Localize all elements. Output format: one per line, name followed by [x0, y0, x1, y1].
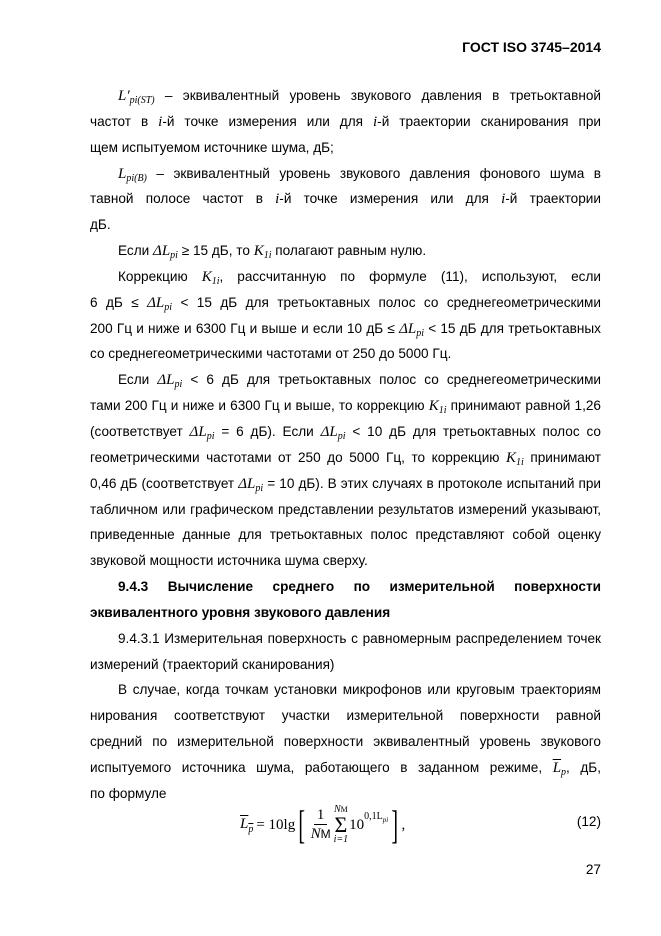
text-run: 9.4.3.1 Измерительная поверхность с равномерным распределением точек — [118, 630, 601, 646]
text-run: -й точке измерения или для — [279, 191, 502, 207]
text-line — [90, 83, 601, 109]
math-subscript: 1i — [263, 250, 272, 262]
document-body — [90, 83, 601, 807]
text-line — [90, 755, 601, 781]
formula-exponent — [364, 811, 388, 824]
text-run: испытуемого источника шума, работающего в заданном режиме, — [90, 759, 553, 775]
document-header: ГОСТ ISO 3745–2014 — [462, 39, 601, 55]
text-run: частот в — [90, 113, 159, 129]
formula-12 — [240, 800, 405, 850]
math-symbol — [118, 88, 155, 104]
text-run: – эквивалентный уровень звукового давления фонового шума в — [156, 165, 601, 181]
text-run: геометрическими частотами от 250 до 5000 Гц, то коррекцию — [90, 449, 507, 465]
math-var: ΔL — [399, 320, 417, 337]
text-line — [90, 522, 601, 548]
text-run: (соответствует — [90, 423, 190, 439]
text-run: -й траектории сканирования при — [377, 113, 601, 129]
text-run: 9.4.3 Вычисление среднего по измерительной поверхности — [118, 579, 601, 595]
equation-number: (12) — [576, 814, 601, 829]
text-run: приведенные данные для третьоктавных полос представляют собой оценку — [90, 527, 601, 543]
text-line — [90, 367, 601, 393]
math-var: i — [158, 113, 163, 130]
text-line — [90, 393, 601, 419]
formula-exp-sub: pi — [382, 815, 389, 824]
math-var: i — [275, 191, 280, 208]
text-run: -й траектории — [505, 191, 601, 207]
text-run: тами 200 Гц и ниже и 6300 Гц и выше, то коррекцию — [90, 398, 429, 414]
text-run: измерений (траекторий сканирования) — [90, 656, 335, 672]
math-subscript: pi — [206, 430, 215, 442]
formula-sum — [334, 805, 349, 845]
text-line — [90, 109, 601, 135]
math-symbol — [253, 243, 272, 262]
text-line — [90, 703, 601, 729]
math-var: K — [506, 449, 517, 466]
text-run: < 10 дБ для третьоктавных полос со — [352, 423, 601, 439]
text-run: средний по измерительной поверхности эквивалентный уровень звукового — [90, 734, 601, 750]
text-run: нирования соответствуют участки измерительной поверхности равной — [90, 708, 601, 724]
text-line — [90, 212, 601, 238]
math-subscript: pi — [170, 250, 178, 262]
math-subscript: pi(B) — [126, 172, 147, 184]
text-run: звуковой мощности источника шума сверху. — [90, 553, 368, 569]
math-subscript: pi — [337, 430, 346, 442]
text-run: по формуле — [90, 785, 167, 801]
formula-sum-top-sub: М — [340, 805, 348, 814]
math-symbol — [428, 398, 447, 417]
text-line — [90, 290, 601, 316]
page-number: 27 — [585, 862, 601, 877]
text-line — [90, 186, 601, 212]
text-line — [90, 600, 601, 626]
text-run: , рассчитанную по формуле (11), используют, если — [219, 268, 601, 284]
text-line — [90, 729, 601, 755]
text-line — [90, 497, 601, 523]
formula-lhs-var: L — [240, 815, 249, 832]
math-subscript: pi — [255, 482, 264, 494]
text-line — [90, 445, 601, 471]
math-symbol — [157, 372, 183, 391]
text-run: Если — [118, 372, 158, 388]
math-symbol — [153, 243, 178, 262]
text-run: Коррекцию — [118, 268, 202, 284]
math-var: K — [428, 398, 439, 415]
math-var: i — [373, 113, 378, 130]
math-var: i — [501, 191, 506, 208]
math-var: K — [253, 243, 264, 260]
math-subscript: pi — [416, 327, 424, 339]
math-subscript: 1i — [211, 275, 220, 287]
math-subscript: pi — [164, 301, 173, 313]
text-run: полагают равным нулю. — [271, 243, 427, 259]
text-run: принимают — [530, 449, 601, 465]
formula-denominator — [311, 825, 331, 843]
text-line — [90, 677, 601, 703]
math-subscript: p — [561, 766, 567, 778]
formula-eq: = 10lg — [256, 816, 296, 833]
math-var: ΔL — [238, 475, 256, 492]
text-line — [90, 574, 601, 600]
text-run: принимают равной 1,26 — [450, 398, 601, 414]
text-line — [90, 316, 601, 342]
text-run: , дБ, — [566, 759, 601, 775]
text-run: < 15 дБ для третьоктавных полос со среднегеометрическими — [180, 294, 601, 310]
text-run: 200 Гц и ниже и 6300 Гц и выше и если 10 дБ ≤ — [90, 320, 400, 336]
text-line — [90, 548, 601, 574]
text-line — [90, 626, 601, 652]
text-run: Если — [118, 243, 154, 259]
text-line — [90, 161, 601, 187]
math-symbol — [190, 424, 215, 440]
formula-numerator: 1 — [314, 807, 328, 825]
text-run: 6 дБ ≤ — [90, 294, 148, 310]
math-var: L′ — [118, 88, 130, 104]
text-run: < 15 дБ для третьоктавных — [428, 320, 601, 336]
math-symbol — [202, 269, 220, 285]
math-symbol — [553, 760, 566, 776]
math-var: ΔL — [157, 372, 175, 389]
text-run: = 10 дБ). В этих случаях в протоколе испытаний при — [263, 475, 601, 491]
formula-den-var: N — [310, 826, 321, 842]
formula-lhs — [240, 816, 253, 835]
text-run: 0,46 дБ (соответствует — [90, 475, 239, 491]
text-run: табличном или графическом представлении результатов измерений указывают, — [90, 501, 601, 517]
text-run: щем испытуемом источнике шума, дБ; — [90, 139, 334, 155]
text-run: тавной полосе частот в — [90, 191, 276, 207]
formula-sum-top-var: N — [333, 804, 341, 815]
formula-fraction — [311, 807, 331, 843]
math-subscript: pi — [174, 379, 183, 391]
text-line — [90, 264, 601, 290]
text-run: со среднегеометрическими частотами от 250 до 5000 Гц. — [90, 346, 452, 362]
text-run: -й точке измерения или для — [162, 113, 373, 129]
math-var: K — [201, 268, 212, 285]
text-run: эквивалентного уровня звукового давления — [90, 604, 391, 620]
formula-base: 10 — [349, 816, 365, 833]
formula-rbracket: ] — [391, 802, 399, 847]
text-line — [90, 238, 601, 264]
text-line — [90, 652, 601, 678]
math-symbol — [321, 424, 346, 440]
math-var: ΔL — [320, 423, 338, 440]
math-symbol — [506, 450, 524, 466]
math-var: ΔL — [189, 423, 207, 440]
text-line — [90, 341, 601, 367]
math-symbol — [118, 166, 147, 182]
formula-exp-text: 0,1L — [364, 810, 383, 822]
math-subscript: 1i — [516, 456, 524, 468]
text-run: – эквивалентный уровень звукового давления в третьоктавной — [164, 88, 601, 103]
math-var: ΔL — [153, 243, 171, 260]
text-run: = 6 дБ). Если — [214, 423, 321, 439]
text-run: В случае, когда точкам установки микрофонов или круговым траекториям — [118, 682, 601, 698]
formula-sigma: Σ — [334, 812, 348, 837]
text-run: дБ. — [90, 217, 111, 233]
text-run: ≥ 15 дБ, то — [177, 243, 254, 259]
math-symbol — [147, 295, 172, 311]
math-subscript: 1i — [438, 405, 447, 417]
math-symbol — [238, 476, 263, 492]
text-line — [90, 135, 601, 161]
formula-sum-bottom: i=1 — [333, 834, 349, 845]
formula-den-sub: М — [320, 827, 331, 841]
math-subscript: pi(ST) — [129, 95, 155, 106]
text-line — [90, 471, 601, 497]
text-line — [90, 419, 601, 445]
text-run: < 6 дБ для третьоктавных полос со среднегеометрическими — [190, 372, 601, 388]
formula-comma: , — [401, 816, 406, 833]
math-symbol — [399, 321, 424, 337]
formula-lhs-sub: p — [248, 823, 254, 835]
math-var: ΔL — [147, 294, 165, 311]
formula-lbracket: [ — [298, 802, 306, 847]
math-var: $\overline{L}$ — [552, 759, 562, 776]
math-var: L — [118, 165, 127, 182]
